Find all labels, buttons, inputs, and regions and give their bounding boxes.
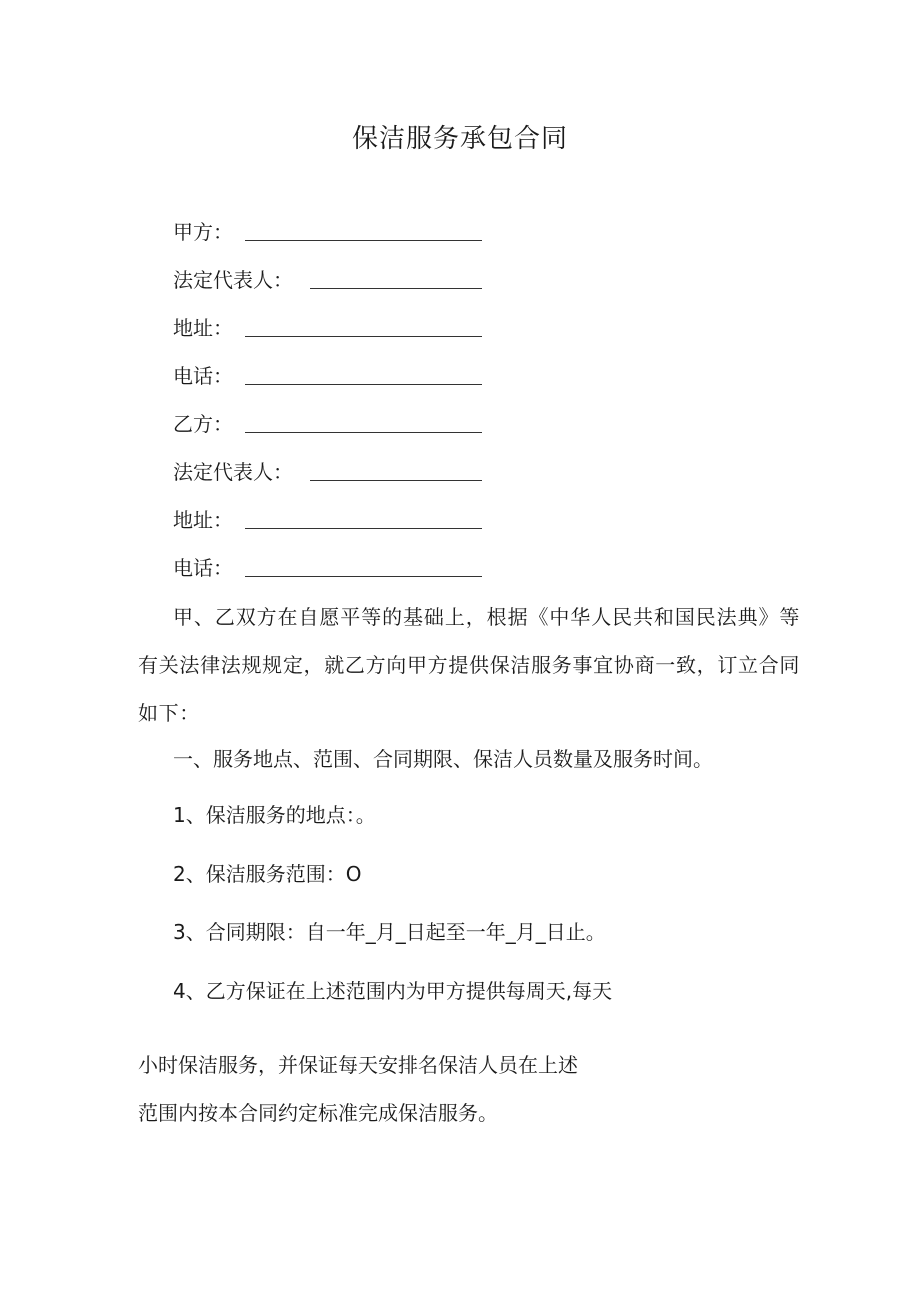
- party-a-address-label: 地址：: [173, 316, 233, 340]
- party-a-address-line: [173, 310, 233, 340]
- preamble-paragraph: [138, 593, 800, 737]
- section-1-item-2: 2、保洁服务范围：O: [173, 862, 362, 886]
- party-b-rep-blank: [310, 480, 482, 481]
- party-a-rep-line: [173, 262, 293, 292]
- party-b-rep-label: 法定代表人：: [173, 460, 293, 484]
- party-b-address-label: 地址：: [173, 508, 233, 532]
- party-a-rep-blank: [310, 288, 482, 289]
- section-1-heading: 一、服务地点、范围、合同期限、保洁人员数量及服务时间。: [173, 747, 713, 771]
- document-title: 保洁服务承包合同: [351, 124, 568, 154]
- party-b-phone-blank: [245, 576, 482, 577]
- party-b-name-blank: [245, 432, 482, 433]
- party-b-phone-line: [173, 550, 233, 580]
- section-1-continuation-1: 小时保洁服务，并保证每天安排名保洁人员在上述: [138, 1053, 578, 1077]
- party-b-address-blank: [245, 528, 482, 529]
- party-b-rep-line: [173, 454, 293, 484]
- party-a-phone-label: 电话：: [173, 364, 233, 388]
- party-a-name-line: [173, 214, 233, 244]
- party-a-address-blank: [245, 336, 482, 337]
- preamble-text: 甲、乙双方在自愿平等的基础上，根据《中华人民共和国民法典》等有关法律法规规定，就乙方向甲方提供保洁服务事宜协商一致，订立合同如下：: [138, 605, 800, 725]
- section-1-item-1: 1、保洁服务的地点：。: [173, 803, 376, 827]
- section-1-item-3: 3、合同期限：自一年_月_日起至一年_月_日止。: [173, 920, 606, 944]
- section-1-continuation-2: 范围内按本合同约定标准完成保洁服务。: [138, 1101, 498, 1125]
- section-1-item-4: 4、乙方保证在上述范围内为甲方提供每周天,每天: [173, 979, 613, 1003]
- party-a-phone-line: [173, 358, 233, 388]
- party-b-name-label: 乙方：: [173, 412, 233, 436]
- party-a-name-label: 甲方：: [173, 220, 233, 244]
- party-b-address-line: [173, 502, 233, 532]
- party-b-phone-label: 电话：: [173, 556, 233, 580]
- party-b-name-line: [173, 406, 233, 436]
- party-a-rep-label: 法定代表人：: [173, 268, 293, 292]
- party-a-name-blank: [245, 240, 482, 241]
- party-a-phone-blank: [245, 384, 482, 385]
